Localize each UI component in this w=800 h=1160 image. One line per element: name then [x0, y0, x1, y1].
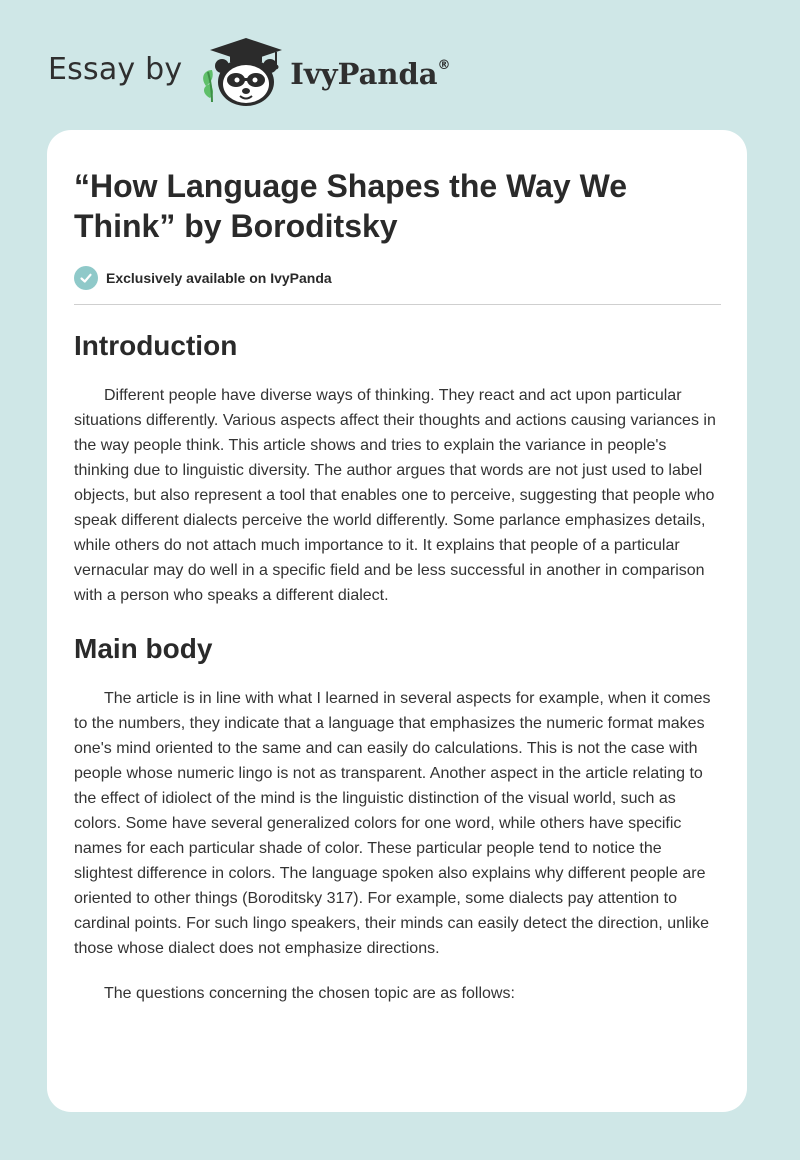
brand-name[interactable] — [290, 57, 450, 91]
section-heading-introduction: Introduction — [74, 330, 238, 361]
panda-logo-icon[interactable] — [200, 36, 286, 108]
exclusive-badge — [74, 266, 721, 305]
essay-card — [47, 130, 747, 1112]
intro-paragraph: Different people have diverse ways of thinking. They react and act upon particular situations differently. Various aspects affect their thoughts and actions causing variances in the way people think. This article shows and tries to explain the variance in people's thinking due to linguistic diversity. The author argues that words are not just used to label objects, but also represent a tool that enables one to perceive, suggesting that people who speak different dialects perceive the world differently. Some parlance emphasizes details, while others do not attach much importance to it. It explains that people of a particular vernacular may do well in a specific field and be less successful in another in comparison with a person who speaks a different dialect. — [74, 387, 716, 604]
badge-text: Exclusively available on IvyPanda — [106, 270, 332, 286]
check-icon — [74, 266, 98, 290]
main-body-paragraph: The article is in line with what I learned in several aspects for example, when it comes to the numbers, they indicate that a language that emphasizes the numeric format makes one's mind oriented to the same and can easily do calculations. This is not the case with people whose numeric lingo is not as transparent. Another aspect in the article relating to the effect of idiolect of the mind is the linguistic distinction of the visual world, such as colors. Some have several generalized colors for one word, while others have specific names for each particular shade of color. These particular people tend to notice the slightest difference in colors. The language spoken also explains why different people are oriented to other things (Boroditsky 317). For example, some dialects pay attention to cardinal points. For such lingo speakers, their minds can easily detect the direction, unlike those whose dialect does not emphasize directions. — [74, 690, 711, 957]
questions-intro-paragraph: The questions concerning the chosen topic are as follows: — [104, 985, 515, 1002]
registered-mark: ® — [437, 58, 451, 74]
brand-text: IvyPanda — [290, 57, 438, 91]
essay-title: “How Language Shapes the Way We Think” by Boroditsky — [74, 168, 627, 244]
section-heading-main-body: Main body — [74, 633, 213, 664]
site-header — [48, 36, 451, 108]
essay-by-label: Essay by — [48, 51, 183, 87]
